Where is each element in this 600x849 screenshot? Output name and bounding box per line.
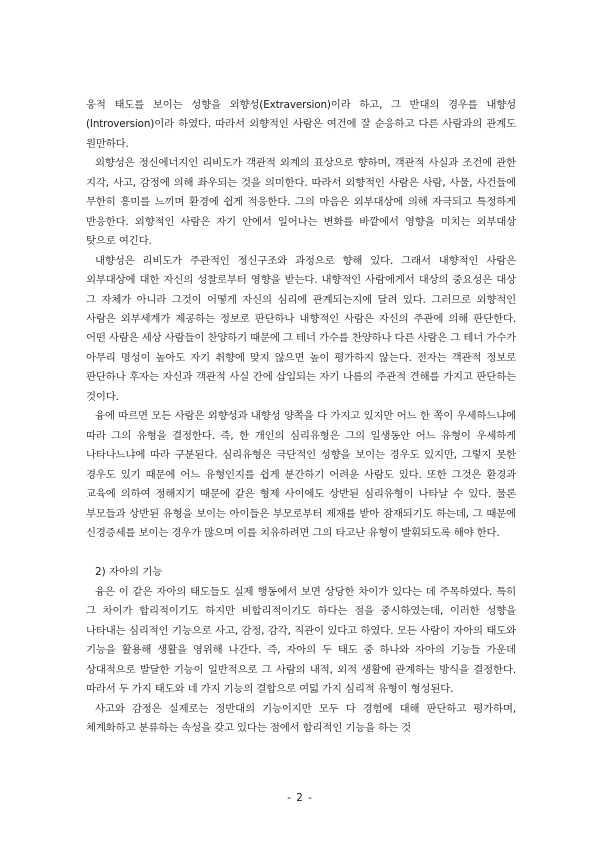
paragraph-ego-functions: 융은 이 같은 자아의 태도들도 실제 행동에서 보면 상당한 차이가 있다는 데 주목하였다. 특히 그 차이가 합리적이기도 하지만 비합리적이기도 하다는 점을 중시하였는데, 이러한 성향을 나타내는 심리적인 기능으로 사고, 감정, 감각, 직관이 있다고 하였다. 모든 사람이 자아의 태도와 기능을 활용해 생활을 영위해 나간다. 즉, 자아의 두 태도 중 하나와 자아의 기능들 가운데 상대적으로 발달한 기능이 일반적으로 그 사람의 내적, 외적 생활에 관계하는 방식을 결정한다. 따라서 두 가지 태도와 네 가지 기능의 결합으로 여덟 가지 심리적 유형이 형성된다. xyxy=(86,585,516,696)
section-heading: 2) 자아의 기능 xyxy=(95,566,163,579)
paragraph-jung-types: 융에 따르면 모든 사람은 외향성과 내향성 양쪽을 다 가지고 있지만 어느 한 쪽이 우세하느냐에 따라 그의 유형을 결정한다. 즉, 한 개인의 심리유형은 그의 일생동안 어느 유형이 우세하게 나타나느냐에 따라 구분된다. 심리유형은 극단적인 성향을 보이는 경우도 있지만, 그렇지 못한 경우도 있기 때문에 어느 유형인지를 쉽게 분간하기 어려운 사람도 있다. 또한 그것은 환경과 교육에 의하여 정해지기 때문에 같은 형제 사이에도 상반된 심리유형이 나타날 수 있다. 물론 부모들과 상반된 유형을 보이는 아이들은 부모로부터 제재를 받아 잠재되기도 하는데, 그 때문에 신경증세를 보이는 경우가 많으며 이를 치유하려면 그의 타고난 유형이 발휘되도록 해야 한다. xyxy=(86,410,516,539)
page-number: - 2 - xyxy=(287,792,313,804)
section-spacer xyxy=(86,543,516,563)
paragraph-continuation: 웅적 태도를 보이는 성향을 외향성(Extraversion)이라 하고, 그 반대의 경우를 내향성(Introversion)이라 하였다. 따라서 외향적인 사람은 여건에 잘 순응하고 다른 사람과의 관계도 원만하다. xyxy=(86,99,516,150)
paragraph-extraversion: 외향성은 정신에너지인 리비도가 객관적 외계의 표상으로 향하며, 객관적 사실과 조건에 관한 지각, 사고, 감정에 의해 좌우되는 것을 의미한다. 따라서 외향적인 사람은 사람, 사물, 사건들에 무한히 흥미를 느끼며 환경에 쉽게 적응한다. 그의 마음은 외부대상에 의해 자극되고 특정하게 반응한다. 외향적인 사람은 자기 안에서 일어나는 변화를 바깥에서 영향을 미치는 외부대상 탓으로 여긴다. xyxy=(86,157,516,248)
document-body xyxy=(86,96,516,739)
paragraph-introversion: 내향성은 리비도가 주관적인 정신구조와 과정으로 향해 있다. 그래서 내향적인 사람은 외부대상에 대한 자신의 성찰로부터 영향을 받는다. 내향적인 사람에게서 대상의 중요성은 대상 그 자체가 아니라 그것이 어떻게 자신의 심리에 관계되는지에 달려 있다. 그러므로 외향적인 사람은 외부세계가 제공하는 정보로 판단하나 내향적인 사람은 자신의 주관에 의해 판단한다. 어떤 사람은 세상 사람들이 찬양하기 때문에 그 테너 가수를 찬양하나 다른 사람은 그 테너 가수가 아무리 명성이 높아도 자기 취향에 맞지 않으면 높이 평가하지 않는다. 전자는 객관적 정보로 판단하나 후자는 자신과 객관적 사실 간에 삽입되는 자기 나름의 주관적 견해를 가지고 판단하는 것이다. xyxy=(86,254,516,403)
paragraph-thinking-feeling: 사고와 감정은 실제로는 정반대의 기능이지만 모두 다 경험에 대해 판단하고 평가하며, 체계화하고 분류하는 속성을 갖고 있다는 점에서 합리적인 기능을 하는 것 xyxy=(86,702,516,735)
